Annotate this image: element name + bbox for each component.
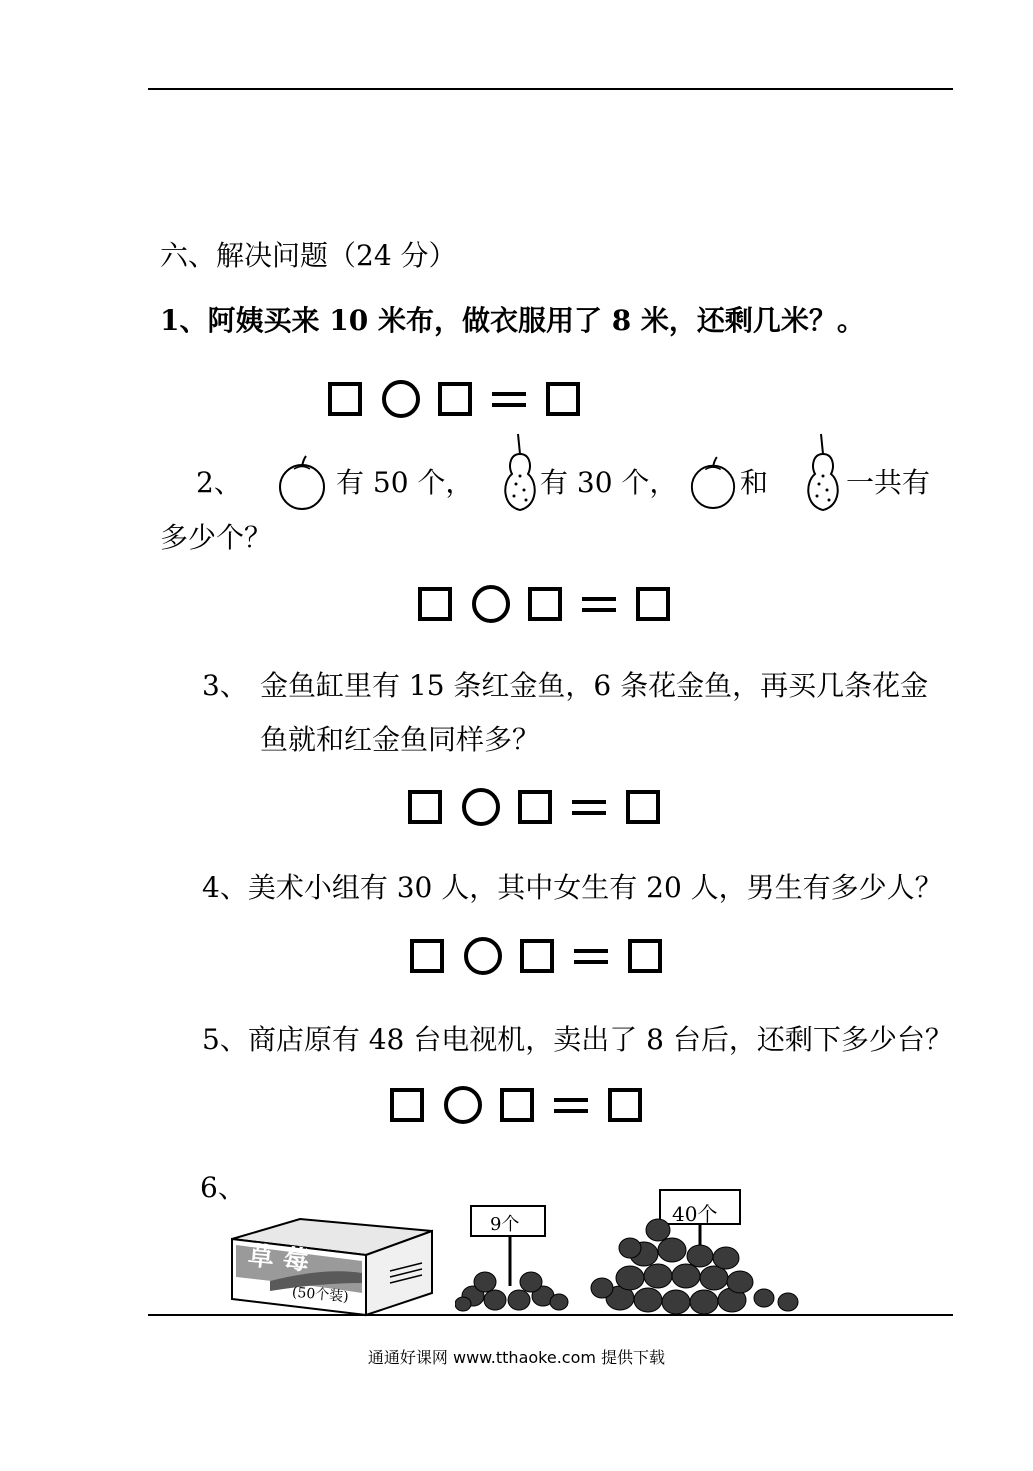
operator-circle [444, 1086, 482, 1124]
answer-box [418, 587, 452, 621]
large-sign-label: 40个 [672, 1202, 718, 1226]
question-5: 5、商店原有 48 台电视机，卖出了 8 台后，还剩下多少台？ [202, 1023, 953, 1056]
answer-equation-5 [390, 1086, 662, 1124]
answer-equation-1 [328, 380, 600, 418]
equals-sign [574, 939, 608, 973]
question-3-number: 3、 [202, 669, 248, 702]
question-2-text-c: 和 [740, 466, 769, 499]
answer-box [520, 939, 554, 973]
equals-sign [554, 1088, 588, 1122]
footer-text: 通通好课网 www.tthaoke.com 提供下载 [367, 1348, 666, 1367]
answer-equation-2 [418, 585, 690, 623]
answer-box [518, 790, 552, 824]
question-6-number: 6、 [200, 1171, 246, 1204]
apple-icon [276, 455, 328, 511]
pear-icon [803, 432, 845, 514]
question-4: 4、美术小组有 30 人，其中女生有 20 人，男生有多少人？ [202, 871, 943, 904]
question-3-line-1: 金鱼缸里有 15 条红金鱼，6 条花金鱼，再买几条花金 [260, 669, 929, 702]
answer-box [438, 382, 472, 416]
equals-sign [572, 790, 606, 824]
answer-box [626, 790, 660, 824]
answer-box [608, 1088, 642, 1122]
answer-box [546, 382, 580, 416]
question-3-line-2: 鱼就和红金鱼同样多？ [260, 723, 541, 756]
top-rule [148, 88, 953, 90]
small-sign-label: 9个 [490, 1214, 520, 1235]
answer-equation-4 [410, 937, 682, 975]
answer-box [410, 939, 444, 973]
answer-box [636, 587, 670, 621]
answer-box [408, 790, 442, 824]
answer-box [528, 587, 562, 621]
bottom-rule [148, 1314, 953, 1316]
answer-equation-3 [408, 788, 680, 826]
question-1: 1、阿姨买来 10 米布，做衣服用了 8 米，还剩几米？。 [160, 304, 865, 337]
question-2-text-b: 有 30 个， [540, 466, 678, 499]
section-title: 六、解决问题（24 分） [160, 239, 457, 272]
question-2-text-a: 有 50 个， [336, 466, 474, 499]
question-2-number: 2、 [196, 466, 242, 499]
question-2-line-2: 多少个？ [160, 521, 273, 554]
equals-sign [492, 382, 526, 416]
answer-box [328, 382, 362, 416]
apple-icon [688, 455, 738, 511]
operator-circle [472, 585, 510, 623]
operator-circle [464, 937, 502, 975]
operator-circle [382, 380, 420, 418]
answer-box [390, 1088, 424, 1122]
question-2-text-d: 一共有 [846, 466, 931, 499]
equals-sign [582, 587, 616, 621]
answer-box [500, 1088, 534, 1122]
operator-circle [462, 788, 500, 826]
pear-icon [500, 432, 542, 514]
strawberry-box-sublabel: (50个装) [291, 1284, 350, 1306]
answer-box [628, 939, 662, 973]
strawberry-box-label: 草 莓 [246, 1241, 311, 1277]
